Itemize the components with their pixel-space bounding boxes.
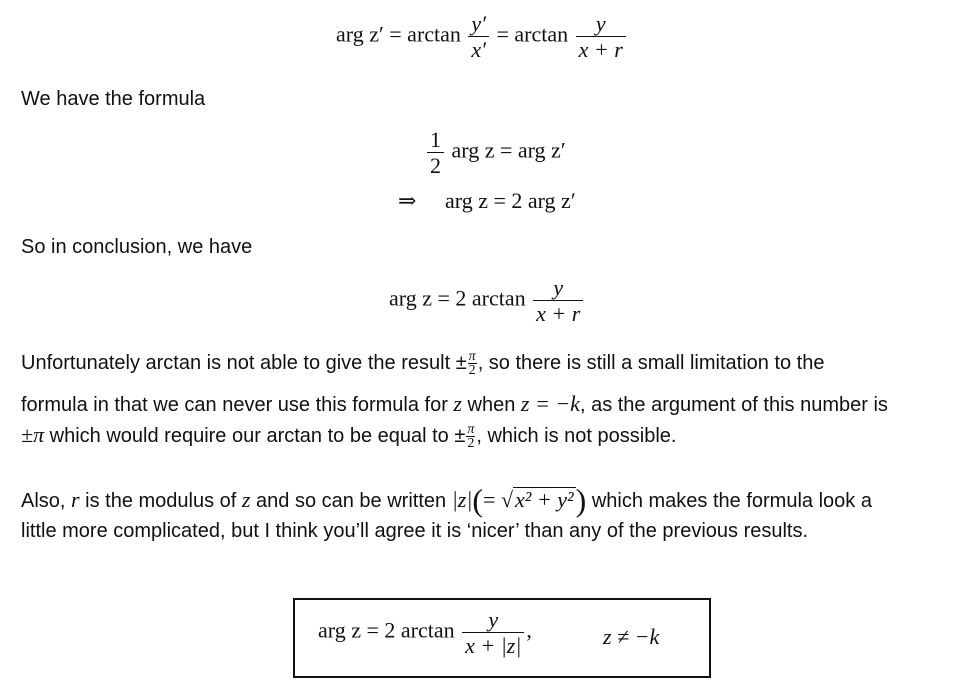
implies-arrow: ⇒ xyxy=(398,188,417,213)
para1-l1-b: , so there is still a small limitation to the xyxy=(477,352,825,375)
para1-line3 xyxy=(21,422,676,451)
eq2-line1-rest: arg z = arg z′ xyxy=(451,137,566,163)
para1-line2 xyxy=(21,391,888,417)
para2-line1 xyxy=(21,482,872,519)
para2-equals: = xyxy=(483,487,501,512)
eq3-numerator: y xyxy=(553,275,564,300)
eq3-lhs: arg z = 2 arctan xyxy=(389,285,526,311)
final-comma: , xyxy=(526,617,532,643)
pi-over-2-fraction-2 xyxy=(466,423,475,451)
para2-l1-z: z xyxy=(241,487,251,512)
equation-arg-z-prime xyxy=(336,12,628,61)
eq1-fraction-2 xyxy=(576,12,626,61)
final-condition: z ≠ −k xyxy=(603,624,660,649)
para2-l1-b: is the modulus of xyxy=(79,490,242,512)
para1-l2-a: formula in that we can never use this formula for xyxy=(21,394,454,416)
pi-numerator-2: π xyxy=(467,421,475,437)
para2-l1-a: Also, xyxy=(21,490,72,512)
eq1-frac1-numerator: y′ xyxy=(471,11,486,36)
para2-l1-d: which makes the formula look a xyxy=(586,490,872,512)
para1-l3-c: , which is not possible. xyxy=(476,425,677,447)
equation-arg-z-double: arg z = 2 arg z′ xyxy=(445,188,576,213)
eq1-mid: = arctan xyxy=(496,21,569,47)
eq3-fraction xyxy=(533,276,583,325)
pi-denominator: 2 xyxy=(468,363,476,379)
final-lhs: arg z = 2 arctan xyxy=(318,617,455,643)
para2-radicand: x² + y² xyxy=(515,487,574,512)
sqrt-sign: √ xyxy=(500,487,514,512)
para2-line2: little more complicated, but I think you’ll agree it is ‘nicer’ than any of the previous results. xyxy=(21,520,809,542)
final-denominator: x + |z| xyxy=(462,632,524,657)
eq1-frac2-numerator: y xyxy=(595,11,606,36)
para2-modulus: |z| xyxy=(451,487,473,512)
eq2-half-fraction xyxy=(427,128,444,177)
eq1-fraction-1 xyxy=(468,12,489,61)
para1-line1 xyxy=(21,350,824,378)
para1-l2-eq: z = −k xyxy=(520,391,580,416)
equation-half-arg xyxy=(425,128,566,177)
para1-l2-z: z xyxy=(453,391,462,416)
para1-l2-c: , as the argument of this number is xyxy=(579,394,888,416)
equation-final xyxy=(318,608,532,657)
eq2-half-denominator: 2 xyxy=(427,152,444,177)
text-we-have-formula: We have the formula xyxy=(21,88,206,110)
final-fraction xyxy=(462,608,524,657)
para1-l1-a: Unfortunately arctan is not able to give the result ± xyxy=(21,352,467,375)
para2-l1-c: and so can be written xyxy=(250,490,452,512)
pi-over-2-fraction xyxy=(468,350,477,378)
left-paren: ( xyxy=(472,482,484,518)
eq3-denominator: x + r xyxy=(533,300,583,325)
eq1-frac1-denominator: x′ xyxy=(468,36,489,61)
eq1-lhs: arg z′ = arctan xyxy=(336,21,461,47)
para1-l3-pi: ±π xyxy=(21,422,45,447)
final-numerator: y xyxy=(488,607,499,632)
equation-conclusion xyxy=(389,276,585,325)
eq1-frac2-denominator: x + r xyxy=(576,36,626,61)
pi-numerator: π xyxy=(468,349,476,364)
para1-l3-b: which would require our arctan to be equal to ± xyxy=(44,425,466,447)
para2-l1-r: r xyxy=(71,487,80,512)
para1-l2-b: when xyxy=(461,394,521,416)
pi-denominator-2: 2 xyxy=(467,436,475,452)
text-conclusion: So in conclusion, we have xyxy=(21,236,253,258)
right-paren: ) xyxy=(575,482,587,518)
eq2-half-numerator: 1 xyxy=(430,127,441,152)
